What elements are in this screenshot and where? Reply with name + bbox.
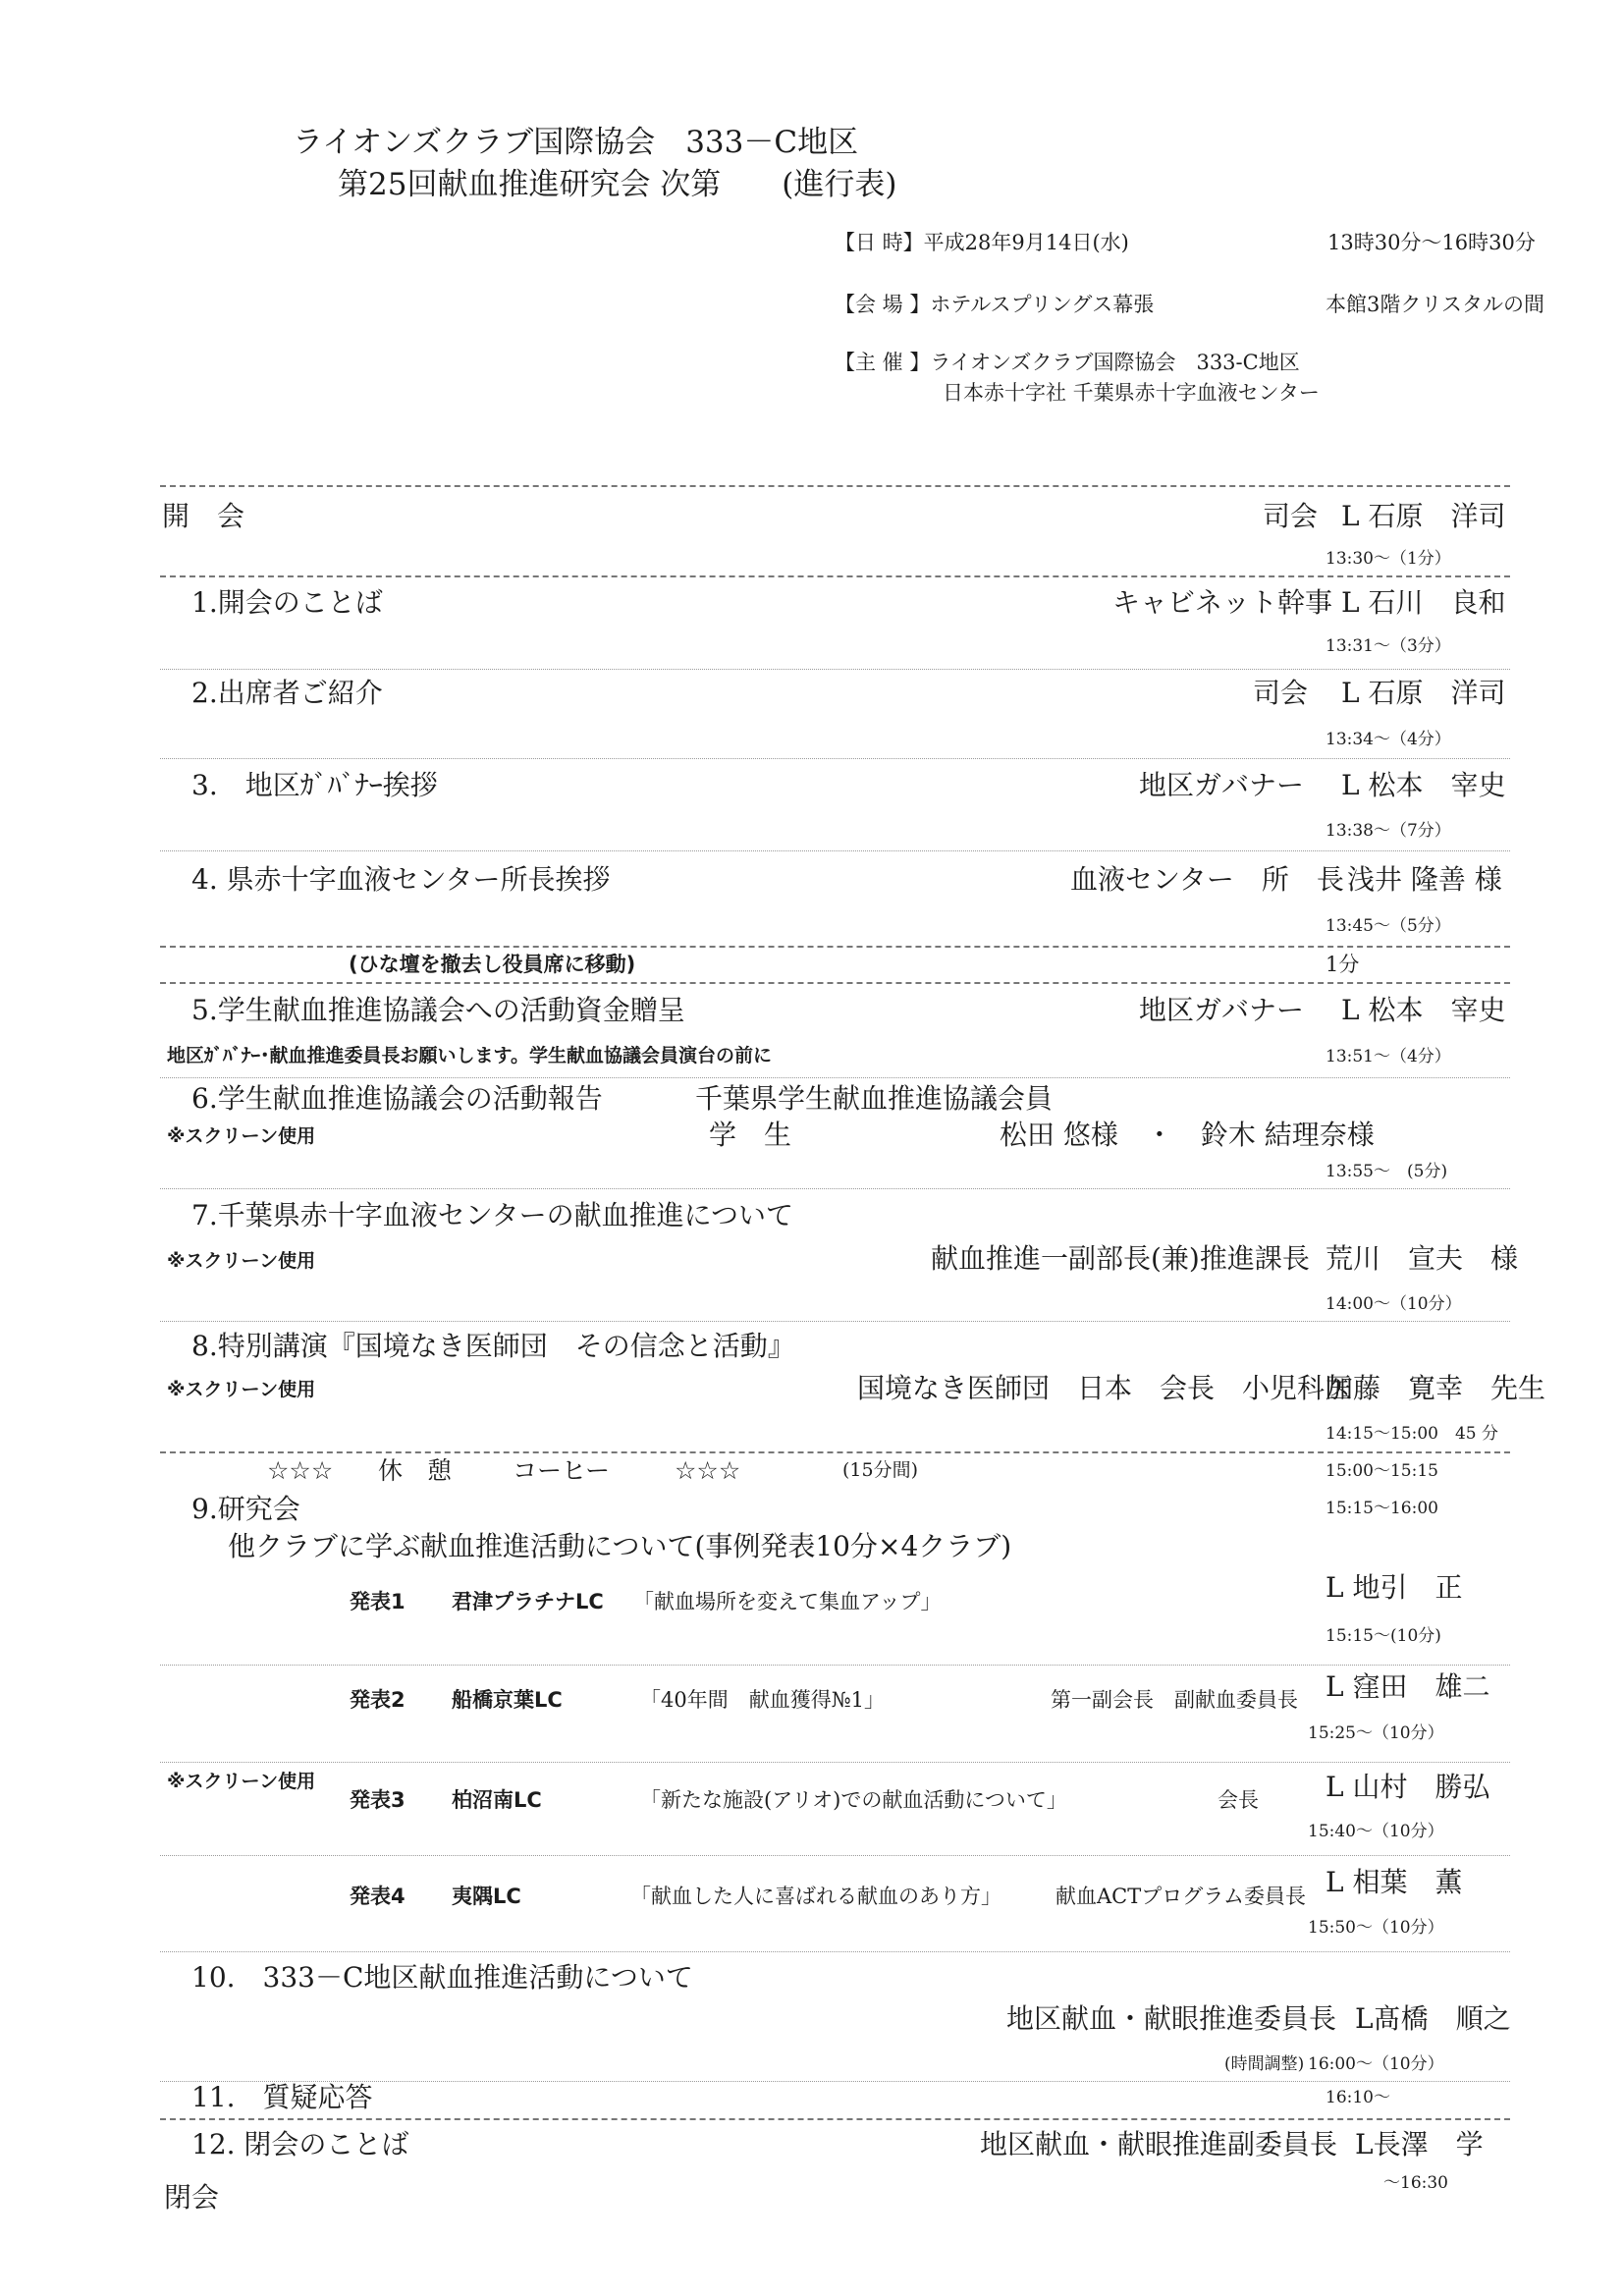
item12-title: 12. 閉会のことば (191, 2128, 409, 2160)
screen-use-note: ※スクリーン使用 (167, 1379, 316, 1400)
opening-person: L 石原 洋司 (1341, 500, 1506, 532)
host-label: 【主 催 】ライオンズクラブ国際協会 333-C地区 (835, 351, 1300, 374)
item1-person: L 石川 良和 (1341, 586, 1506, 619)
item4-person: 浅井 隆善 様 (1347, 863, 1502, 896)
break-time: 15:00～15:15 (1325, 1461, 1438, 1481)
item3-title: 3. 地区ｶﾞﾊﾞﾅｰ挨拶 (191, 769, 438, 801)
datetime-value: 13時30分～16時30分 (1327, 231, 1536, 254)
item9-time: 15:15～16:00 (1325, 1499, 1438, 1518)
item1-role: キャビネット幹事 (1112, 586, 1333, 619)
presentation-club: 船橋京葉LC (452, 1688, 563, 1712)
presentation-person: L 山村 勝弘 (1325, 1771, 1490, 1803)
separator (160, 1188, 1510, 1189)
item9-subtitle: 他クラブに学ぶ献血推進活動について(事例発表10分×4クラブ) (228, 1530, 1012, 1562)
item7-person: 荒川 宣夫 様 (1325, 1242, 1519, 1275)
item11-title: 11. 質疑応答 (191, 2081, 373, 2113)
separator (160, 1855, 1510, 1856)
datetime-label: 【日 時】平成28年9月14日(水) (835, 231, 1129, 254)
item2-role: 司会 (1253, 677, 1309, 709)
item1-time: 13:31～（3分） (1325, 636, 1451, 656)
item3-role: 地区ガバナー (1139, 769, 1305, 801)
item1-title: 1.開会のことば (191, 586, 383, 619)
item5-role: 地区ガバナー (1139, 994, 1305, 1026)
separator (160, 1665, 1510, 1666)
screen-use-note: ※スクリーン使用 (167, 1771, 316, 1792)
separator (160, 485, 1510, 487)
doc-title-line1: ライオンズクラブ国際協会 333－C地区 (293, 125, 859, 160)
item10-title: 10. 333－C地区献血推進活動について (191, 1961, 693, 1994)
presentation-person: L 窪田 雄二 (1325, 1670, 1490, 1703)
item2-person: L 石原 洋司 (1341, 677, 1506, 709)
presentation-number: 発表2 (350, 1688, 406, 1712)
separator (160, 850, 1510, 851)
opening-title: 開 会 (162, 500, 245, 532)
closing-title: 閉会 (164, 2181, 220, 2214)
item5-title: 5.学生献血推進協議会への活動資金贈呈 (191, 994, 685, 1026)
presentation-number: 発表1 (350, 1590, 406, 1613)
item4-time: 13:45～（5分） (1325, 916, 1451, 936)
presentation-number: 発表4 (350, 1885, 406, 1908)
item8-person: 加藤 寛幸 先生 (1325, 1372, 1546, 1404)
item6-title: 6.学生献血推進協議会の活動報告 (191, 1082, 603, 1115)
presentation-role: 会長 (1217, 1788, 1259, 1812)
separator (160, 1951, 1510, 1952)
host-line2: 日本赤十字社 千葉県赤十字血液センター (943, 381, 1320, 405)
item9-title: 9.研究会 (191, 1493, 300, 1525)
item4-title: 4. 県赤十字血液センター所長挨拶 (191, 863, 611, 896)
item5-time: 13:51～（4分） (1325, 1047, 1451, 1066)
item8-time: 14:15～15:00 45 分 (1325, 1424, 1499, 1444)
item6-time: 13:55～ (5分) (1325, 1162, 1448, 1181)
stage-move-time: 1分 (1325, 953, 1360, 976)
item8-role: 国境なき医師団 日本 会長 小児科医 (857, 1372, 1353, 1404)
separator (160, 1762, 1510, 1763)
separator (160, 1451, 1510, 1453)
opening-role: 司会 (1263, 500, 1319, 532)
presentation-role: 第一副会長 副献血委員長 (1051, 1688, 1298, 1712)
item3-person: L 松本 宰史 (1341, 769, 1506, 801)
presentation-number: 発表3 (350, 1788, 406, 1812)
presentation-club: 夷隅LC (452, 1885, 521, 1908)
item4-role: 血液センター 所 長 (1070, 863, 1344, 896)
presentation-time: 15:50～（10分） (1308, 1918, 1444, 1938)
presentation-time: 15:15～(10分) (1325, 1626, 1441, 1646)
item7-role: 献血推進一副部長(兼)推進課長 (931, 1242, 1310, 1275)
item10-time-note: (時間調整) (1224, 2054, 1305, 2074)
presentation-time: 15:40～（10分） (1308, 1822, 1444, 1841)
presentation-topic: 「献血した人に喜ばれる献血のあり方」 (630, 1885, 1001, 1908)
presentation-person: L 地引 正 (1325, 1571, 1463, 1604)
item7-time: 14:00～（10分） (1325, 1294, 1462, 1314)
break-stars-right: ☆☆☆ (675, 1456, 741, 1485)
venue-value: 本館3階クリスタルの間 (1325, 293, 1544, 316)
item7-title: 7.千葉県赤十字血液センターの献血推進について (191, 1199, 794, 1231)
item8-title: 8.特別講演『国境なき医師団 その信念と活動』 (191, 1330, 795, 1362)
item6-role: 学 生 (709, 1119, 792, 1151)
screen-use-note: ※スクリーン使用 (167, 1125, 316, 1147)
item10-time: 16:00～（10分） (1308, 2054, 1444, 2074)
presentation-role: 献血ACTプログラム委員長 (1055, 1885, 1307, 1908)
item10-role: 地区献血・献眼推進委員長 (1006, 2002, 1337, 2035)
separator (160, 2118, 1510, 2120)
item3-time: 13:38～（7分） (1325, 821, 1451, 841)
separator (160, 1077, 1510, 1078)
opening-time: 13:30～（1分） (1325, 549, 1451, 569)
break-stars-left: ☆☆☆ (267, 1456, 334, 1485)
item12-role: 地区献血・献眼推進副委員長 (980, 2128, 1338, 2160)
separator (160, 575, 1510, 577)
presentation-person: L 相葉 薫 (1325, 1866, 1463, 1898)
item2-title: 2.出席者ご紹介 (191, 677, 383, 709)
presentation-topic: 「40年間 献血獲得№1」 (640, 1688, 885, 1712)
separator (160, 982, 1510, 984)
venue-label: 【会 場 】ホテルスプリングス幕張 (835, 293, 1155, 316)
presentation-club: 柏沼南LC (452, 1788, 542, 1812)
item2-time: 13:34～（4分） (1325, 730, 1451, 749)
separator (160, 669, 1510, 670)
item12-time: ～16:30 (1383, 2173, 1448, 2193)
item11-time: 16:10～ (1325, 2088, 1390, 2107)
break-duration: (15分間) (842, 1459, 919, 1481)
break-title: 休 憩 (378, 1456, 453, 1485)
item5-person: L 松本 宰史 (1341, 994, 1506, 1026)
item5-note: 地区ｶﾞﾊﾞﾅｰ･献血推進委員長お願いします。学生献血協議会員演台の前に (167, 1045, 772, 1066)
separator (160, 1321, 1510, 1322)
item10-person: L髙橋 順之 (1355, 2002, 1511, 2035)
stage-move-note: (ひな壇を撤去し役員席に移動) (349, 953, 636, 976)
separator (160, 946, 1510, 948)
item6-org: 千葉県学生献血推進協議会員 (695, 1082, 1054, 1115)
item6-person: 松田 悠様 ・ 鈴木 結理奈様 (1000, 1119, 1375, 1151)
presentation-club: 君津プラチナLC (452, 1590, 604, 1613)
presentation-topic: 「献血場所を変えて集血アップ」 (633, 1590, 942, 1613)
item12-person: L長澤 学 (1355, 2128, 1484, 2160)
doc-title-line2: 第25回献血推進研究会 次第 (進行表) (338, 167, 897, 202)
presentation-time: 15:25～（10分） (1308, 1723, 1444, 1743)
separator (160, 758, 1510, 759)
screen-use-note: ※スクリーン使用 (167, 1250, 316, 1272)
break-coffee: コーヒー (513, 1456, 611, 1485)
presentation-topic: 「新たな施設(アリオ)での献血活動について」 (640, 1788, 1067, 1812)
